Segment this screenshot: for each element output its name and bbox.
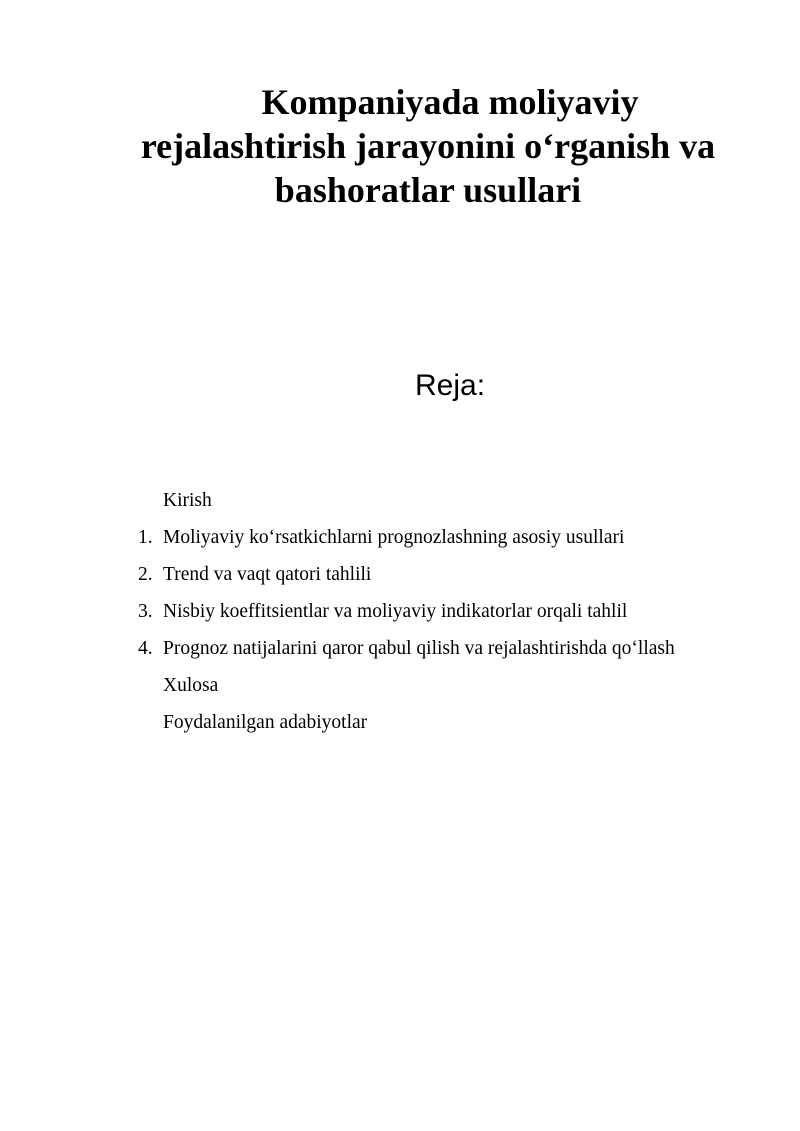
plan-heading: Reja: [415, 369, 486, 402]
toc-item-number: 4. [138, 638, 153, 659]
toc-item-text: Xulosa [163, 675, 219, 696]
toc-item-text: Foydalanilgan adabiyotlar [163, 712, 368, 733]
toc-item-text: Moliyaviy ko‘rsatkichlarni prognozlashning asosiy usullari [163, 527, 625, 548]
toc-item-text: Trend va vaqt qatori tahlili [163, 564, 372, 585]
toc-item-references [0, 704, 800, 741]
toc-item-text: Kirish [163, 490, 212, 511]
title-line: rejalashtirish jarayonini o‘rganish va [140, 126, 716, 166]
table-of-contents [0, 482, 800, 741]
toc-item-introduction [0, 482, 800, 519]
title-line: bashoratlar usullari [274, 170, 582, 210]
title-line: Kompaniyada moliyaviy [261, 82, 639, 122]
toc-item-2 [0, 556, 800, 593]
toc-item-3 [0, 593, 800, 630]
toc-item-text: Prognoz natijalarini qaror qabul qilish va rejalashtirishda qo‘llash [163, 638, 675, 659]
toc-item-4 [0, 630, 800, 667]
toc-item-conclusion [0, 667, 800, 704]
toc-item-text: Nisbiy koeffitsientlar va moliyaviy indikatorlar orqali tahlil [163, 601, 628, 622]
toc-item-number: 2. [138, 564, 153, 585]
document-title [100, 80, 756, 212]
toc-item-1 [0, 519, 800, 556]
toc-item-number: 3. [138, 601, 153, 622]
toc-item-number: 1. [138, 527, 153, 548]
